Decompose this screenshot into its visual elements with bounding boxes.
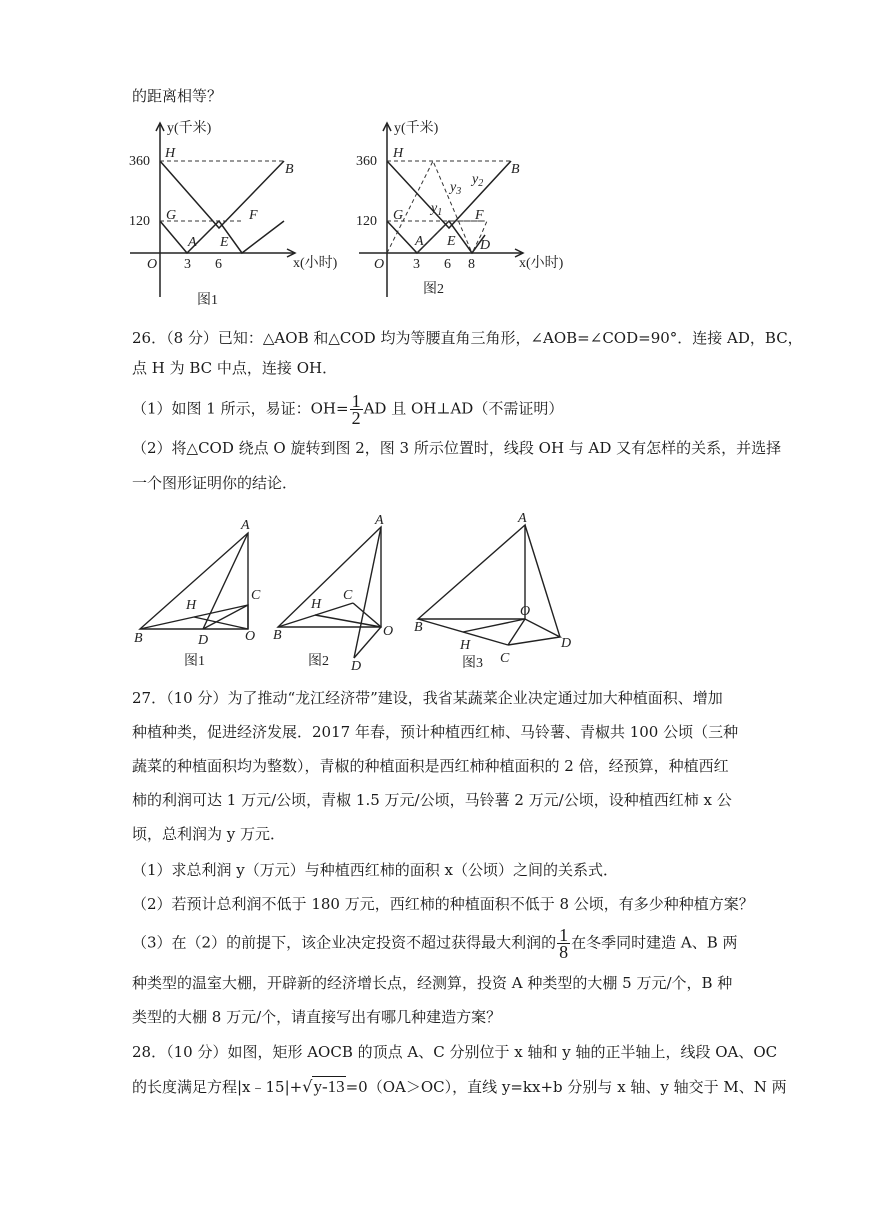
point-label: E [447, 234, 456, 249]
point-label: A [241, 518, 250, 533]
point-label: H [165, 146, 176, 161]
figure-caption: 图3 [462, 656, 483, 671]
q26-line-2: 点 H 为 BC 中点，连接 OH． [132, 359, 338, 377]
y-tick: 120 [129, 214, 150, 229]
point-label: D [351, 659, 362, 674]
q25-figure-1 [125, 115, 350, 310]
q25-figure-2 [355, 115, 585, 310]
q27-part-3-text-b: 在冬季同时建造 A、B 两 [571, 933, 738, 952]
q26-part-1 [132, 393, 563, 426]
point-label: D [198, 633, 209, 648]
point-label: H [393, 146, 404, 161]
origin-label: O [147, 257, 158, 272]
curve-label: $y_2$ [472, 172, 484, 189]
point-label: O [383, 624, 394, 639]
y-axis-label: y(千米) [394, 121, 439, 136]
sqrt-radicand: y-13 [313, 1077, 345, 1096]
q27-line-1: 27．（10 分）为了推动“龙江经济带”建设，我省某蔬菜企业决定通过加大种植面积、增加 [132, 689, 723, 707]
origin-label: O [374, 257, 385, 272]
q28-line-1: 28．（10 分）如图，矩形 AOCB 的顶点 A、C 分别位于 x 轴和 y 轴的正半轴上，线段 OA、OC [132, 1043, 778, 1061]
fraction-denominator: 2 [351, 408, 361, 428]
point-label: B [273, 628, 282, 643]
q28-line-2-text-b: =0（OA＞OC），直线 y=kx+b 分别与 x 轴、y 轴交于 M、N 两 [345, 1078, 787, 1096]
q27-line-5: 顷，总利润为 y 万元． [132, 825, 286, 843]
point-label: A [518, 511, 527, 526]
point-label: E [220, 235, 229, 250]
fraction [350, 393, 363, 426]
x-tick: 6 [444, 257, 451, 272]
x-axis-label: x(小时) [519, 256, 564, 271]
point-label: H [311, 597, 322, 612]
q27-part-3-line-2: 种类型的温室大棚，开辟新的经济增长点，经测算，投资 A 种类型的大棚 5 万元/个，B 种 [132, 974, 733, 992]
point-label: D [561, 636, 572, 651]
q26-part-2-line-1: （2）将△COD 绕点 O 旋转到图 2，图 3 所示位置时，线段 OH 与 AD 又有怎样的关系，并选择 [132, 439, 782, 457]
figure-caption: 图1 [197, 293, 218, 308]
figure-caption: 图1 [184, 654, 205, 669]
point-label: B [511, 162, 520, 177]
y-tick: 360 [129, 154, 150, 169]
q27-part-1: （1）求总利润 y（万元）与种植西红柿的面积 x（公顷）之间的关系式． [132, 861, 619, 879]
point-label: O [520, 604, 531, 619]
fraction [557, 927, 570, 960]
point-label: C [251, 588, 261, 603]
point-label: F [475, 208, 484, 223]
fraction-numerator: 1 [559, 925, 569, 945]
x-tick: 3 [184, 257, 191, 272]
y-tick: 120 [356, 214, 377, 229]
point-label: B [134, 631, 143, 646]
q27-part-3-line-3: 类型的大棚 8 万元/个，请直接写出有哪几种建造方案？ [132, 1008, 502, 1026]
point-label: D [480, 238, 491, 253]
fraction-numerator: 1 [351, 391, 361, 411]
q26-part-2-line-2: 一个图形证明你的结论． [132, 474, 298, 492]
q26-part-1-text-a: （1）如图 1 所示，易证：OH= [132, 399, 349, 418]
point-label: A [415, 234, 424, 249]
q27-line-4: 柿的利润可达 1 万元/公顷，青椒 1.5 万元/公顷，马铃薯 2 万元/公顷，设种植西红柿 x 公 [132, 791, 732, 809]
point-label: F [249, 208, 258, 223]
q26-line-1: 26．（8 分）已知：△AOB 和△COD 均为等腰直角三角形，∠AOB=∠COD=90°．连接 AD，BC， [132, 329, 803, 347]
q27-part-2: （2）若预计总利润不低于 180 万元，西红柿的种植面积不低于 8 公顷，有多少种种植方案？ [132, 895, 754, 913]
point-label: H [460, 638, 471, 653]
q26-part-1-text-b: AD 且 OH⊥AD（不需证明） [363, 399, 564, 418]
point-label: B [414, 620, 423, 635]
q27-part-3 [132, 927, 738, 960]
point-label: C [343, 588, 353, 603]
curve-label: $y_3$ [450, 180, 462, 197]
point-label: C [500, 651, 510, 666]
y-axis-label: y(千米) [167, 121, 212, 136]
figure-caption: 图2 [308, 654, 329, 669]
x-tick: 6 [215, 257, 222, 272]
point-label: G [166, 208, 177, 223]
point-label: B [285, 162, 294, 177]
q27-part-3-text-a: （3）在（2）的前提下，该企业决定投资不超过获得最大利润的 [132, 933, 557, 952]
q28-line-2: 的长度满足方程|x﹣15|+√y-13=0（OA＞OC），直线 y=kx+b 分别与 x 轴、y 轴交于 M、N 两 [132, 1077, 787, 1096]
fraction-denominator: 8 [559, 942, 569, 962]
x-tick: 8 [468, 257, 475, 272]
figure-caption: 图2 [423, 282, 444, 297]
point-label: A [188, 235, 197, 250]
q25-tail-text: 的距离相等？ [132, 87, 223, 105]
curve-label: $y_1$ [431, 201, 443, 218]
point-label: O [245, 629, 256, 644]
point-label: A [375, 513, 384, 528]
q27-line-2: 种植种类，促进经济发展．2017 年春，预计种植西红柿、马铃薯、青椒共 100 公顷（三种 [132, 723, 739, 741]
q28-line-2-text-a: 的长度满足方程|x﹣15|+ [132, 1078, 303, 1096]
x-tick: 3 [413, 257, 420, 272]
q27-line-3: 蔬菜的种植面积均为整数），青椒的种植面积是西红柿种植面积的 2 倍，经预算，种植西红 [132, 757, 729, 775]
y-tick: 360 [356, 154, 377, 169]
point-label: G [393, 208, 404, 223]
point-label: H [186, 598, 197, 613]
x-axis-label: x(小时) [293, 256, 338, 271]
q26-figures [130, 505, 590, 675]
